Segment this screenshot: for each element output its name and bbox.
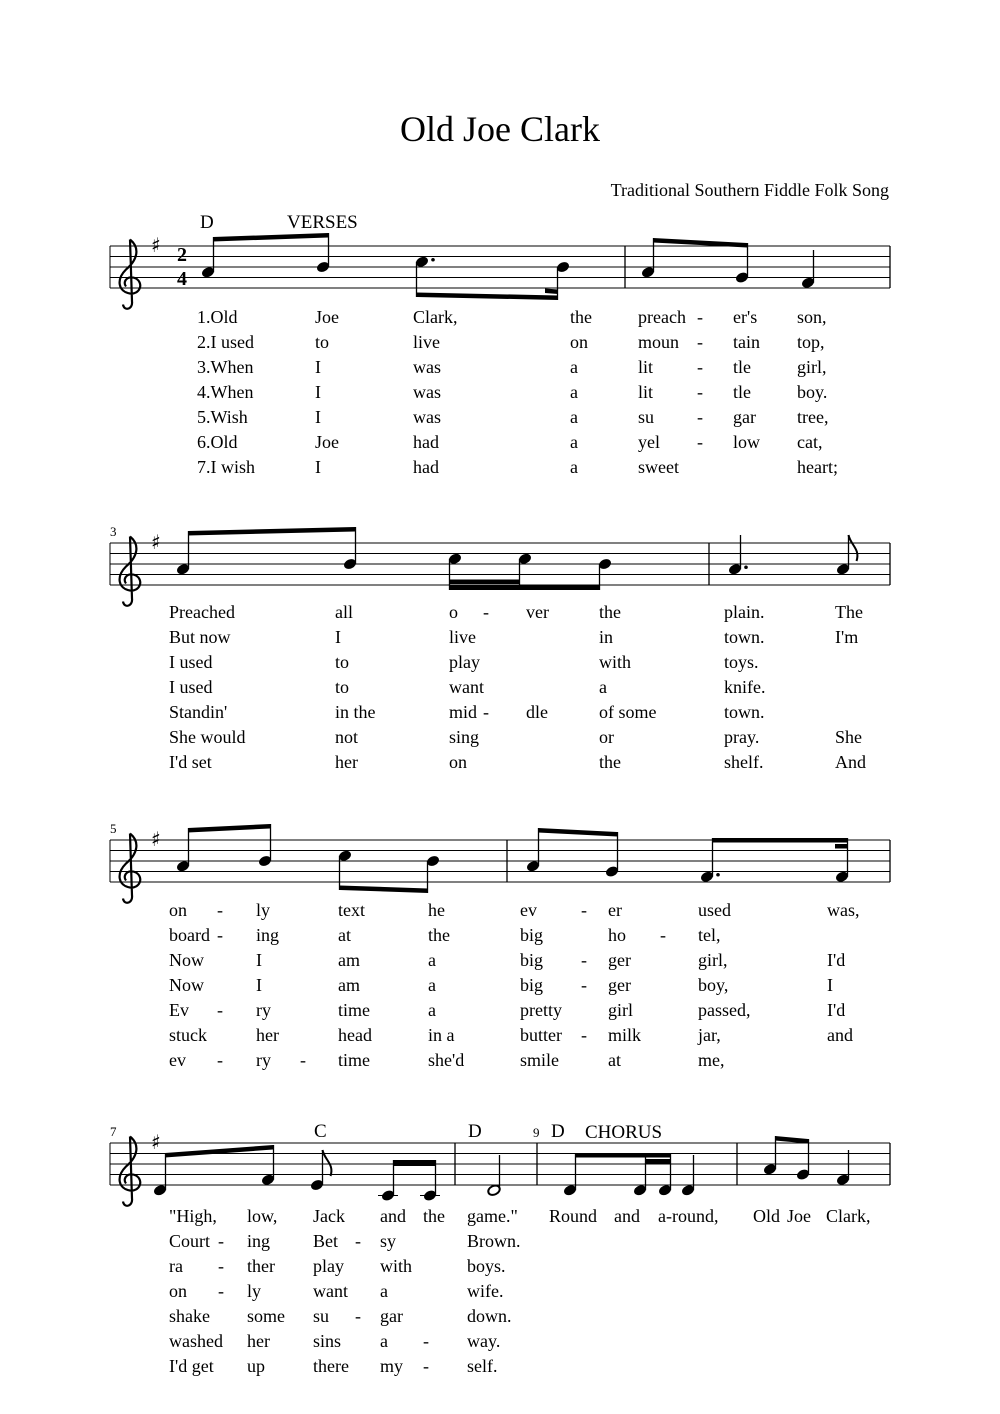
lyric-syllable: ly	[247, 1281, 262, 1301]
lyric-syllable: ly	[256, 900, 271, 920]
lyric-syllable: cat,	[797, 432, 823, 452]
lyric-syllable: sing	[449, 727, 480, 747]
lyric-syllable: with	[599, 652, 632, 672]
lyric-syllable: Court	[169, 1231, 211, 1251]
lyric-hyphen: -	[217, 1050, 223, 1070]
chord-or-section-label: 9	[533, 1125, 540, 1140]
lyric-syllable: a	[599, 677, 607, 697]
lyric-hyphen: -	[581, 900, 587, 920]
lyric-syllable: I	[315, 407, 321, 427]
lyric-syllable: to	[335, 652, 350, 672]
lyric-syllable: up	[247, 1356, 265, 1376]
lyric-syllable: 7.I wish	[197, 457, 255, 477]
composer-credit: Traditional Southern Fiddle Folk Song	[610, 180, 889, 200]
lyric-syllable: I	[827, 975, 833, 995]
lyric-syllable: ver	[526, 602, 549, 622]
lyric-syllable: in	[599, 627, 614, 647]
lyric-syllable: I'd get	[169, 1356, 214, 1376]
lyric-syllable: 6.Old	[197, 432, 238, 452]
staff-system-2	[110, 527, 890, 606]
lyric-hyphen: -	[483, 602, 489, 622]
lyric-syllable: ra	[169, 1256, 183, 1276]
lyric-syllable: yel	[638, 432, 660, 452]
lyric-syllable: I	[256, 950, 262, 970]
lyric-syllable: low	[733, 432, 760, 452]
lyric-syllable: a	[428, 1000, 436, 1020]
lyric-syllable: shake	[169, 1306, 210, 1326]
lyric-syllable: ev	[520, 900, 537, 920]
lyric-syllable: The	[835, 602, 863, 622]
lyric-syllable: Clark,	[826, 1206, 871, 1226]
lyric-hyphen: -	[697, 382, 703, 402]
lyric-syllable: ho	[608, 925, 626, 945]
lyric-syllable: o	[449, 602, 458, 622]
lyric-syllable: I'm	[835, 627, 859, 647]
lyric-syllable: But now	[169, 627, 231, 647]
lyric-syllable: was	[413, 357, 441, 377]
lyric-syllable: shelf.	[724, 752, 764, 772]
lyric-syllable: Preached	[169, 602, 235, 622]
lyric-syllable: not	[335, 727, 359, 747]
lyric-hyphen: -	[697, 407, 703, 427]
lyric-syllable: want	[449, 677, 484, 697]
lyric-syllable: of some	[599, 702, 657, 722]
lyric-syllable: tain	[733, 332, 760, 352]
lyric-syllable: a-round,	[658, 1206, 719, 1226]
lyric-syllable: low,	[247, 1206, 278, 1226]
chord-or-section-label: D	[551, 1121, 565, 1142]
lyric-hyphen: -	[697, 432, 703, 452]
lyric-hyphen: -	[355, 1306, 361, 1326]
lyric-syllable: at	[338, 925, 351, 945]
lyric-hyphen: -	[355, 1231, 361, 1251]
note-beam	[538, 828, 617, 837]
lyric-syllable: sy	[380, 1231, 397, 1251]
lyric-syllable: butter	[520, 1025, 562, 1045]
lyric-syllable: a	[570, 407, 578, 427]
lyric-syllable: all	[335, 602, 353, 622]
lyric-syllable: 1.Old	[197, 307, 238, 327]
lyric-syllable: ger	[608, 950, 631, 970]
note-beam	[188, 824, 270, 833]
lyric-syllable: had	[413, 432, 439, 452]
lyric-syllable: 4.When	[197, 382, 254, 402]
lyric-syllable: big	[520, 950, 544, 970]
augmentation-dot	[716, 873, 720, 877]
lyric-syllable: mid	[449, 702, 478, 722]
note-beam	[165, 1145, 273, 1158]
lyric-syllable: top,	[797, 332, 825, 352]
lyric-hyphen: -	[697, 307, 703, 327]
note-beam	[450, 580, 520, 585]
treble-clef-icon	[120, 1137, 141, 1206]
lyric-syllable: or	[599, 727, 614, 747]
lyric-syllable: to	[315, 332, 330, 352]
lyric-syllable: Brown.	[467, 1231, 521, 1251]
lyric-syllable: Now	[169, 950, 204, 970]
lyric-syllable: tle	[733, 357, 751, 377]
lyric-syllable: ing	[247, 1231, 271, 1251]
treble-clef-icon	[120, 834, 141, 903]
lyric-syllable: I used	[169, 652, 213, 672]
note-flag	[849, 535, 858, 561]
lyric-syllable: had	[413, 457, 439, 477]
augmentation-dot	[744, 565, 748, 569]
lyric-syllable: ry	[256, 1000, 271, 1020]
lyric-hyphen: -	[660, 925, 666, 945]
lyric-syllable: er's	[733, 307, 758, 327]
lyric-hyphen: -	[217, 925, 223, 945]
lyric-syllable: way.	[467, 1331, 501, 1351]
note-beam	[393, 1162, 435, 1167]
lyric-syllable: Jack	[313, 1206, 345, 1226]
lyric-hyphen: -	[423, 1331, 429, 1351]
song-title: Old Joe Clark	[400, 109, 600, 149]
lyric-syllable: town.	[724, 627, 765, 647]
lyric-syllable: live	[413, 332, 440, 352]
lyric-syllable: am	[338, 975, 360, 995]
note-beam	[450, 586, 600, 591]
lyric-syllable: tle	[733, 382, 751, 402]
lyric-syllable: a	[570, 357, 578, 377]
lyric-syllable: boys.	[467, 1256, 506, 1276]
treble-clef-icon	[120, 240, 141, 309]
lyric-syllable: big	[520, 925, 544, 945]
lyric-syllable: play	[449, 652, 480, 672]
lyric-syllable: game."	[467, 1206, 518, 1226]
lyric-syllable: she'd	[428, 1050, 465, 1070]
note-beam	[545, 289, 558, 295]
lyric-syllable: I'd set	[169, 752, 212, 772]
lyric-syllable: am	[338, 950, 360, 970]
lyric-syllable: Ev	[169, 1000, 189, 1020]
lyric-syllable: the	[599, 602, 621, 622]
lyric-syllable: She	[835, 727, 862, 747]
staff-system-3	[110, 824, 890, 903]
lyric-syllable: tree,	[797, 407, 829, 427]
lyric-syllable: dle	[526, 702, 548, 722]
lyric-syllable: stuck	[169, 1025, 207, 1045]
lyric-syllable: heart;	[797, 457, 838, 477]
lyric-syllable: at	[608, 1050, 621, 1070]
lyric-syllable: girl,	[797, 357, 827, 377]
lyric-syllable: time	[338, 1050, 370, 1070]
lyric-syllable: was	[413, 382, 441, 402]
lyric-syllable: her	[335, 752, 358, 772]
lyric-syllable: was	[413, 407, 441, 427]
lyric-syllable: a	[428, 950, 436, 970]
lyric-syllable: sins	[313, 1331, 342, 1351]
lyric-syllable: boy.	[797, 382, 828, 402]
time-signature-bottom: 4	[177, 268, 187, 290]
lyric-syllable: jar,	[698, 1025, 721, 1045]
lyric-syllable: Bet	[313, 1231, 338, 1251]
lyric-syllable: Now	[169, 975, 204, 995]
lyric-syllable: boy,	[698, 975, 729, 995]
key-signature-sharp-icon: ♯	[151, 530, 161, 554]
lyric-syllable: Clark,	[413, 307, 458, 327]
lyric-hyphen: -	[697, 332, 703, 352]
lyric-syllable: Joe	[787, 1206, 811, 1226]
lyric-syllable: a	[570, 432, 578, 452]
lyric-syllable: a	[570, 457, 578, 477]
staff-system-1	[110, 233, 890, 309]
note-beam	[340, 886, 428, 894]
lyric-syllable: son,	[797, 307, 827, 327]
measure-number: 5	[110, 821, 117, 836]
lyric-syllable: the	[428, 925, 450, 945]
lyric-syllable: on	[169, 900, 187, 920]
lyric-syllable: "High,	[169, 1206, 217, 1226]
note-beam	[712, 838, 847, 843]
lyric-hyphen: -	[697, 357, 703, 377]
lyric-syllable: knife.	[724, 677, 766, 697]
lyric-hyphen: -	[581, 950, 587, 970]
lyric-syllable: ry	[256, 1050, 271, 1070]
lyric-syllable: washed	[169, 1331, 223, 1351]
lyric-syllable: passed,	[698, 1000, 751, 1020]
lyric-syllable: I used	[169, 677, 213, 697]
lyric-hyphen: -	[218, 1281, 224, 1301]
lyric-syllable: in a	[428, 1025, 455, 1045]
lyric-syllable: I	[335, 627, 341, 647]
chord-or-section-label: VERSES	[287, 212, 358, 233]
note-beam	[835, 844, 847, 849]
lyric-syllable: play	[313, 1256, 344, 1276]
lyric-syllable: smile	[520, 1050, 559, 1070]
lyric-syllable: ing	[256, 925, 280, 945]
lyric-syllable: on	[570, 332, 588, 352]
lyric-syllable: a	[380, 1331, 388, 1351]
lyric-syllable: on	[169, 1281, 187, 1301]
lyric-syllable: and	[614, 1206, 640, 1226]
lyric-syllable: the	[570, 307, 592, 327]
key-signature-sharp-icon: ♯	[151, 233, 161, 257]
lyric-syllable: my	[380, 1356, 404, 1376]
lyric-syllable: there	[313, 1356, 349, 1376]
lyric-syllable: girl	[608, 1000, 633, 1020]
chord-or-section-label: C	[314, 1121, 327, 1142]
lyric-syllable: the	[599, 752, 621, 772]
lyric-syllable: head	[338, 1025, 372, 1045]
lyric-syllable: some	[247, 1306, 285, 1326]
lyric-syllable: text	[338, 900, 365, 920]
lyric-syllable: ev	[169, 1050, 186, 1070]
lyric-syllable: and	[827, 1025, 853, 1045]
lyric-syllable: I'd	[827, 1000, 846, 1020]
lyric-syllable: lit	[638, 382, 654, 402]
treble-clef-icon	[120, 537, 141, 606]
lyric-syllable: su	[313, 1306, 330, 1326]
lyric-syllable: Joe	[315, 307, 339, 327]
time-signature-top: 2	[177, 244, 187, 266]
lyric-syllable: he	[428, 900, 445, 920]
lyric-syllable: her	[256, 1025, 279, 1045]
lyric-syllable: pray.	[724, 727, 760, 747]
lyric-syllable: 5.Wish	[197, 407, 248, 427]
lyric-syllable: I	[256, 975, 262, 995]
lyric-syllable: the	[423, 1206, 445, 1226]
lyric-syllable: tel,	[698, 925, 721, 945]
lyric-syllable: er	[608, 900, 622, 920]
lyric-syllable: a	[428, 975, 436, 995]
lyric-syllable: preach	[638, 307, 686, 327]
note-beam	[417, 293, 558, 301]
lyric-hyphen: -	[217, 1000, 223, 1020]
lyric-syllable: girl,	[698, 950, 728, 970]
note-beam	[645, 1159, 670, 1164]
chord-or-section-label: D	[468, 1121, 482, 1142]
lyric-syllable: and	[380, 1206, 406, 1226]
key-signature-sharp-icon: ♯	[151, 1130, 161, 1154]
lyric-hyphen: -	[218, 1231, 224, 1251]
lyric-syllable: She would	[169, 727, 246, 747]
lyric-hyphen: -	[483, 702, 489, 722]
lyric-syllable: pretty	[520, 1000, 562, 1020]
lyric-syllable: in the	[335, 702, 376, 722]
lyric-syllable: time	[338, 1000, 370, 1020]
lyric-syllable: on	[449, 752, 467, 772]
lyric-hyphen: -	[581, 1025, 587, 1045]
lyric-syllable: su	[638, 407, 655, 427]
lyric-syllable: to	[335, 677, 350, 697]
chord-or-section-label: D	[200, 212, 214, 233]
lyric-syllable: gar	[380, 1306, 403, 1326]
lyric-syllable: live	[449, 627, 476, 647]
lyric-syllable: self.	[467, 1356, 498, 1376]
measure-number: 7	[110, 1124, 117, 1139]
lyric-syllable: moun	[638, 332, 680, 352]
note-beam	[188, 527, 355, 536]
lyric-syllable: ther	[247, 1256, 275, 1276]
lyric-syllable: her	[247, 1331, 270, 1351]
lyric-syllable: want	[313, 1281, 348, 1301]
lyric-syllable: was,	[827, 900, 860, 920]
lyric-syllable: toys.	[724, 652, 759, 672]
lyric-hyphen: -	[218, 1256, 224, 1276]
note-beam	[213, 233, 328, 242]
lyric-syllable: 3.When	[197, 357, 254, 377]
lyric-syllable: a	[380, 1281, 388, 1301]
lyric-syllable: big	[520, 975, 544, 995]
lyric-syllable: wife.	[467, 1281, 504, 1301]
lyric-syllable: 2.I used	[197, 332, 254, 352]
augmentation-dot	[431, 258, 435, 262]
lyric-syllable: I	[315, 382, 321, 402]
lyric-syllable: with	[380, 1256, 413, 1276]
note-beam	[575, 1153, 670, 1158]
lyric-hyphen: -	[217, 900, 223, 920]
chord-or-section-label: CHORUS	[585, 1122, 663, 1143]
lyric-syllable: I'd	[827, 950, 846, 970]
lyric-syllable: a	[570, 382, 578, 402]
staff-system-4	[110, 1130, 890, 1206]
lyric-syllable: ger	[608, 975, 631, 995]
lyric-syllable: board	[169, 925, 210, 945]
lyric-syllable: gar	[733, 407, 756, 427]
lyric-syllable: lit	[638, 357, 654, 377]
lyric-hyphen: -	[300, 1050, 306, 1070]
note-beam	[775, 1136, 808, 1144]
lyric-syllable: town.	[724, 702, 765, 722]
lyric-hyphen: -	[423, 1356, 429, 1376]
lyric-syllable: Round	[549, 1206, 598, 1226]
lyric-syllable: me,	[698, 1050, 725, 1070]
lyric-syllable: down.	[467, 1306, 512, 1326]
lyric-syllable: used	[698, 900, 731, 920]
lyric-syllable: I	[315, 457, 321, 477]
lyric-syllable: Standin'	[169, 702, 228, 722]
lyric-hyphen: -	[581, 975, 587, 995]
lyric-syllable: milk	[608, 1025, 642, 1045]
lyric-syllable: plain.	[724, 602, 765, 622]
lyric-syllable: Old	[753, 1206, 780, 1226]
lyric-syllable: sweet	[638, 457, 679, 477]
lyric-syllable: Joe	[315, 432, 339, 452]
lyric-syllable: And	[835, 752, 866, 772]
lyric-syllable: I	[315, 357, 321, 377]
key-signature-sharp-icon: ♯	[151, 827, 161, 851]
measure-number: 3	[110, 524, 117, 539]
